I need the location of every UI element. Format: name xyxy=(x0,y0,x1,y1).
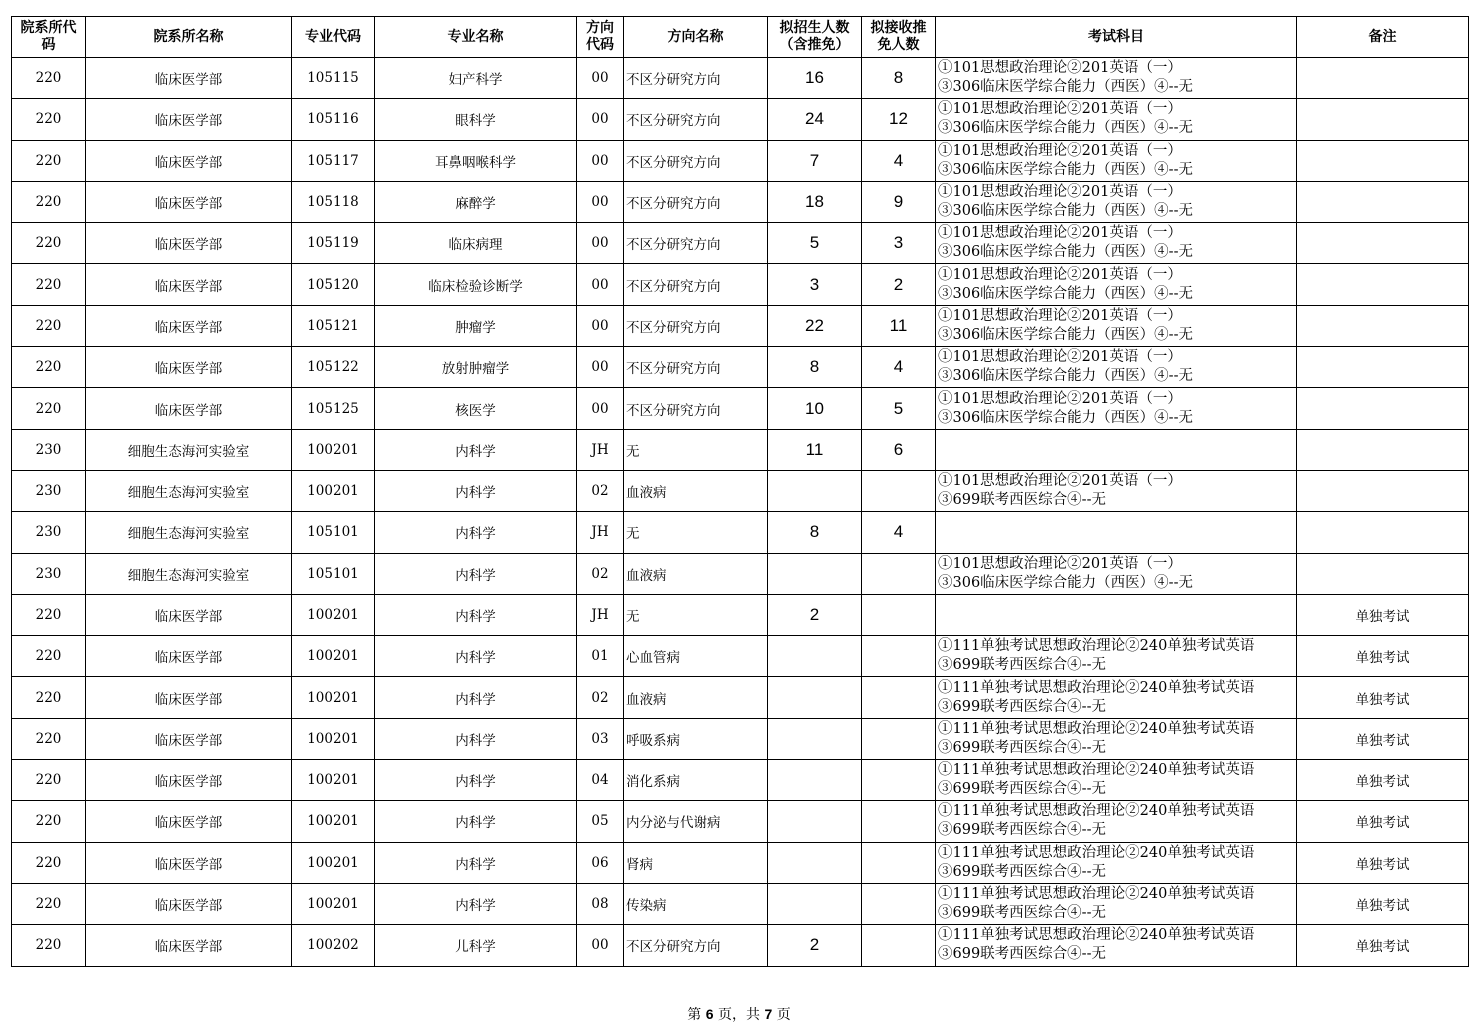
cell-dir-name: 不区分研究方向 xyxy=(624,305,768,346)
exam-line: ①101思想政治理论②201英语（一） xyxy=(938,60,1182,77)
cell-exam xyxy=(936,801,1297,842)
cell-tuimian xyxy=(862,801,936,842)
cell-note: 单独考试 xyxy=(1297,925,1469,966)
cell-major-code: 100201 xyxy=(292,842,375,883)
cell-exam xyxy=(936,553,1297,594)
header-dir-code: 方向代码 xyxy=(577,17,624,58)
cell-dir-name: 不区分研究方向 xyxy=(624,388,768,429)
table-row xyxy=(12,58,1469,99)
footer-prefix: 第 xyxy=(687,1007,702,1023)
table-row xyxy=(12,470,1469,511)
table-row xyxy=(12,553,1469,594)
cell-dept-code: 220 xyxy=(12,99,86,140)
cell-major-name: 眼科学 xyxy=(375,99,577,140)
cell-plan xyxy=(768,842,862,883)
exam-line: ③306临床医学综合能力（西医）④--无 xyxy=(938,326,1193,343)
cell-dir-code: 03 xyxy=(577,718,624,759)
exam-line: ①101思想政治理论②201英语（一） xyxy=(938,390,1182,407)
cell-tuimian xyxy=(862,842,936,883)
table-row xyxy=(12,388,1469,429)
cell-major-code: 105125 xyxy=(292,388,375,429)
cell-dir-code: 04 xyxy=(577,760,624,801)
cell-tuimian: 8 xyxy=(862,58,936,99)
cell-tuimian: 5 xyxy=(862,388,936,429)
cell-dir-code: 06 xyxy=(577,842,624,883)
cell-note: 单独考试 xyxy=(1297,801,1469,842)
cell-note: 单独考试 xyxy=(1297,842,1469,883)
cell-major-name: 内科学 xyxy=(375,677,577,718)
cell-dir-name: 血液病 xyxy=(624,470,768,511)
cell-note: 单独考试 xyxy=(1297,760,1469,801)
exam-line: ③306临床医学综合能力（西医）④--无 xyxy=(938,244,1193,261)
cell-major-name: 内科学 xyxy=(375,553,577,594)
table-row xyxy=(12,677,1469,718)
cell-dept-name: 临床医学部 xyxy=(86,140,292,181)
cell-major-name: 临床病理 xyxy=(375,223,577,264)
cell-plan xyxy=(768,883,862,924)
cell-major-name: 耳鼻咽喉科学 xyxy=(375,140,577,181)
cell-tuimian xyxy=(862,594,936,635)
admissions-table xyxy=(11,16,1469,967)
cell-major-code: 100202 xyxy=(292,925,375,966)
cell-major-name: 妇产科学 xyxy=(375,58,577,99)
exam-line: ③699联考西医综合④--无 xyxy=(938,781,1106,798)
cell-dept-code: 220 xyxy=(12,801,86,842)
cell-dept-name: 临床医学部 xyxy=(86,388,292,429)
cell-dir-name: 不区分研究方向 xyxy=(624,223,768,264)
cell-tuimian: 9 xyxy=(862,181,936,222)
cell-dept-name: 临床医学部 xyxy=(86,925,292,966)
page-footer xyxy=(0,1004,1478,1024)
cell-plan xyxy=(768,636,862,677)
exam-line: ③306临床医学综合能力（西医）④--无 xyxy=(938,79,1193,96)
table-row xyxy=(12,636,1469,677)
cell-dept-code: 220 xyxy=(12,223,86,264)
footer-middle: 页，共 xyxy=(718,1007,760,1023)
cell-dept-name: 临床医学部 xyxy=(86,305,292,346)
header-major-code: 专业代码 xyxy=(292,17,375,58)
cell-plan: 22 xyxy=(768,305,862,346)
header-dept-code: 院系所代码 xyxy=(12,17,86,58)
cell-dept-code: 220 xyxy=(12,677,86,718)
cell-dept-name: 临床医学部 xyxy=(86,99,292,140)
cell-tuimian xyxy=(862,718,936,759)
cell-tuimian: 3 xyxy=(862,223,936,264)
cell-exam xyxy=(936,760,1297,801)
table-row xyxy=(12,223,1469,264)
exam-line: ③699联考西医综合④--无 xyxy=(938,492,1106,509)
cell-note: 单独考试 xyxy=(1297,883,1469,924)
cell-tuimian xyxy=(862,636,936,677)
cell-dir-name: 血液病 xyxy=(624,677,768,718)
cell-dept-code: 220 xyxy=(12,58,86,99)
cell-dept-name: 细胞生态海河实验室 xyxy=(86,553,292,594)
cell-dept-code: 220 xyxy=(12,140,86,181)
exam-line: ①111单独考试思想政治理论②240单独考试英语 xyxy=(938,638,1255,655)
cell-exam xyxy=(936,429,1297,470)
cell-dir-name: 肾病 xyxy=(624,842,768,883)
cell-exam xyxy=(936,140,1297,181)
cell-major-code: 100201 xyxy=(292,594,375,635)
cell-major-name: 内科学 xyxy=(375,718,577,759)
cell-major-code: 105116 xyxy=(292,99,375,140)
cell-dept-code: 220 xyxy=(12,842,86,883)
cell-major-name: 内科学 xyxy=(375,842,577,883)
exam-line: ③306临床医学综合能力（西医）④--无 xyxy=(938,203,1193,220)
cell-major-code: 100201 xyxy=(292,677,375,718)
cell-exam xyxy=(936,223,1297,264)
cell-note: 单独考试 xyxy=(1297,636,1469,677)
cell-dept-name: 临床医学部 xyxy=(86,883,292,924)
cell-exam xyxy=(936,305,1297,346)
cell-plan xyxy=(768,718,862,759)
cell-tuimian xyxy=(862,883,936,924)
cell-tuimian xyxy=(862,925,936,966)
cell-plan: 24 xyxy=(768,99,862,140)
cell-dir-name: 不区分研究方向 xyxy=(624,140,768,181)
cell-dept-code: 220 xyxy=(12,264,86,305)
table-row xyxy=(12,925,1469,966)
exam-line: ③699联考西医综合④--无 xyxy=(938,657,1106,674)
cell-plan xyxy=(768,553,862,594)
cell-note xyxy=(1297,470,1469,511)
cell-dept-name: 临床医学部 xyxy=(86,347,292,388)
cell-major-code: 105119 xyxy=(292,223,375,264)
cell-major-name: 临床检验诊断学 xyxy=(375,264,577,305)
cell-dir-code: JH xyxy=(577,429,624,470)
cell-major-name: 放射肿瘤学 xyxy=(375,347,577,388)
cell-dir-code: 02 xyxy=(577,470,624,511)
table-row xyxy=(12,347,1469,388)
exam-line: ③306临床医学综合能力（西医）④--无 xyxy=(938,285,1193,302)
table-row xyxy=(12,760,1469,801)
cell-dept-code: 230 xyxy=(12,429,86,470)
cell-dept-name: 细胞生态海河实验室 xyxy=(86,429,292,470)
exam-line: ①111单独考试思想政治理论②240单独考试英语 xyxy=(938,927,1255,944)
exam-line: ③699联考西医综合④--无 xyxy=(938,946,1106,963)
cell-dir-name: 不区分研究方向 xyxy=(624,58,768,99)
exam-line: ①101思想政治理论②201英语（一） xyxy=(938,349,1182,366)
cell-plan xyxy=(768,677,862,718)
cell-plan: 8 xyxy=(768,512,862,553)
exam-line: ③306临床医学综合能力（西医）④--无 xyxy=(938,368,1193,385)
cell-dir-code: JH xyxy=(577,594,624,635)
cell-major-code: 100201 xyxy=(292,718,375,759)
cell-tuimian: 11 xyxy=(862,305,936,346)
cell-tuimian: 4 xyxy=(862,140,936,181)
header-dir-name: 方向名称 xyxy=(624,17,768,58)
cell-note xyxy=(1297,181,1469,222)
cell-dept-name: 细胞生态海河实验室 xyxy=(86,470,292,511)
cell-exam xyxy=(936,594,1297,635)
cell-tuimian: 12 xyxy=(862,99,936,140)
cell-dept-code: 220 xyxy=(12,760,86,801)
cell-note xyxy=(1297,140,1469,181)
exam-line: ③306临床医学综合能力（西医）④--无 xyxy=(938,120,1193,137)
cell-note xyxy=(1297,512,1469,553)
cell-dir-code: 05 xyxy=(577,801,624,842)
cell-major-code: 100201 xyxy=(292,429,375,470)
cell-dir-name: 不区分研究方向 xyxy=(624,181,768,222)
cell-plan xyxy=(768,760,862,801)
cell-major-name: 核医学 xyxy=(375,388,577,429)
table-row xyxy=(12,429,1469,470)
cell-dept-name: 临床医学部 xyxy=(86,181,292,222)
exam-line: ①101思想政治理论②201英语（一） xyxy=(938,555,1182,572)
cell-tuimian xyxy=(862,677,936,718)
cell-major-name: 内科学 xyxy=(375,801,577,842)
cell-plan: 11 xyxy=(768,429,862,470)
header-row xyxy=(12,17,1469,58)
cell-dir-code: 01 xyxy=(577,636,624,677)
exam-line: ①111单独考试思想政治理论②240单独考试英语 xyxy=(938,720,1255,737)
exam-line: ③699联考西医综合④--无 xyxy=(938,822,1106,839)
cell-dir-name: 不区分研究方向 xyxy=(624,99,768,140)
exam-line: ①101思想政治理论②201英语（一） xyxy=(938,307,1182,324)
cell-major-code: 105120 xyxy=(292,264,375,305)
cell-tuimian xyxy=(862,553,936,594)
cell-dept-code: 220 xyxy=(12,388,86,429)
cell-note xyxy=(1297,429,1469,470)
cell-dept-code: 220 xyxy=(12,305,86,346)
cell-major-name: 内科学 xyxy=(375,512,577,553)
cell-tuimian: 4 xyxy=(862,512,936,553)
cell-dept-code: 220 xyxy=(12,181,86,222)
cell-major-name: 内科学 xyxy=(375,594,577,635)
exam-line: ③699联考西医综合④--无 xyxy=(938,698,1106,715)
cell-note xyxy=(1297,553,1469,594)
cell-dept-code: 220 xyxy=(12,636,86,677)
cell-tuimian: 6 xyxy=(862,429,936,470)
cell-plan: 3 xyxy=(768,264,862,305)
cell-note: 单独考试 xyxy=(1297,718,1469,759)
header-major-name: 专业名称 xyxy=(375,17,577,58)
cell-major-code: 105101 xyxy=(292,553,375,594)
footer-page-number: 6 xyxy=(705,1006,714,1022)
cell-dept-code: 230 xyxy=(12,553,86,594)
exam-line: ③699联考西医综合④--无 xyxy=(938,863,1106,880)
table-row xyxy=(12,305,1469,346)
exam-line: ①101思想政治理论②201英语（一） xyxy=(938,225,1182,242)
cell-major-name: 内科学 xyxy=(375,470,577,511)
cell-plan: 10 xyxy=(768,388,862,429)
cell-tuimian xyxy=(862,760,936,801)
cell-plan: 18 xyxy=(768,181,862,222)
cell-exam xyxy=(936,718,1297,759)
cell-exam xyxy=(936,883,1297,924)
cell-dept-name: 临床医学部 xyxy=(86,801,292,842)
cell-major-name: 内科学 xyxy=(375,883,577,924)
cell-exam xyxy=(936,636,1297,677)
exam-line: ①111单独考试思想政治理论②240单独考试英语 xyxy=(938,679,1255,696)
table-row xyxy=(12,718,1469,759)
table-row xyxy=(12,140,1469,181)
cell-dir-code: 02 xyxy=(577,553,624,594)
cell-plan: 2 xyxy=(768,925,862,966)
header-dept-name: 院系所名称 xyxy=(86,17,292,58)
cell-dir-name: 血液病 xyxy=(624,553,768,594)
cell-dept-code: 230 xyxy=(12,512,86,553)
exam-line: ①101思想政治理论②201英语（一） xyxy=(938,142,1182,159)
cell-exam xyxy=(936,388,1297,429)
cell-major-code: 100201 xyxy=(292,801,375,842)
cell-dept-code: 220 xyxy=(12,347,86,388)
exam-line: ①101思想政治理论②201英语（一） xyxy=(938,473,1182,490)
cell-dept-name: 细胞生态海河实验室 xyxy=(86,512,292,553)
cell-plan: 8 xyxy=(768,347,862,388)
cell-note xyxy=(1297,347,1469,388)
cell-note xyxy=(1297,58,1469,99)
cell-dept-name: 临床医学部 xyxy=(86,594,292,635)
cell-dir-code: JH xyxy=(577,512,624,553)
cell-dir-code: 00 xyxy=(577,305,624,346)
table-row xyxy=(12,264,1469,305)
header-plan: 拟招生人数（含推免） xyxy=(768,17,862,58)
cell-dir-name: 消化系病 xyxy=(624,760,768,801)
exam-line: ①111单独考试思想政治理论②240单独考试英语 xyxy=(938,803,1255,820)
cell-tuimian: 2 xyxy=(862,264,936,305)
cell-dir-code: 00 xyxy=(577,264,624,305)
cell-dir-code: 00 xyxy=(577,140,624,181)
exam-line: ③699联考西医综合④--无 xyxy=(938,739,1106,756)
exam-line: ①111单独考试思想政治理论②240单独考试英语 xyxy=(938,762,1255,779)
table-row xyxy=(12,512,1469,553)
cell-dir-name: 无 xyxy=(624,594,768,635)
cell-note: 单独考试 xyxy=(1297,594,1469,635)
cell-tuimian xyxy=(862,470,936,511)
cell-dept-code: 220 xyxy=(12,718,86,759)
exam-line: ①111单独考试思想政治理论②240单独考试英语 xyxy=(938,844,1255,861)
exam-line: ③306临床医学综合能力（西医）④--无 xyxy=(938,409,1193,426)
cell-tuimian: 4 xyxy=(862,347,936,388)
cell-dir-code: 02 xyxy=(577,677,624,718)
cell-exam xyxy=(936,264,1297,305)
cell-plan: 5 xyxy=(768,223,862,264)
cell-dir-name: 无 xyxy=(624,429,768,470)
footer-suffix: 页 xyxy=(776,1007,791,1023)
cell-dept-name: 临床医学部 xyxy=(86,677,292,718)
cell-dir-name: 无 xyxy=(624,512,768,553)
header-tuimian: 拟接收推免人数 xyxy=(862,17,936,58)
cell-dir-code: 00 xyxy=(577,388,624,429)
cell-major-code: 105117 xyxy=(292,140,375,181)
exam-line: ①111单独考试思想政治理论②240单独考试英语 xyxy=(938,886,1255,903)
table-row xyxy=(12,99,1469,140)
cell-plan: 2 xyxy=(768,594,862,635)
cell-plan: 7 xyxy=(768,140,862,181)
table-row xyxy=(12,594,1469,635)
cell-note xyxy=(1297,264,1469,305)
exam-line: ①101思想政治理论②201英语（一） xyxy=(938,184,1182,201)
cell-major-name: 麻醉学 xyxy=(375,181,577,222)
cell-plan xyxy=(768,801,862,842)
cell-major-code: 105122 xyxy=(292,347,375,388)
cell-dir-name: 呼吸系病 xyxy=(624,718,768,759)
cell-dept-code: 220 xyxy=(12,883,86,924)
cell-dir-name: 传染病 xyxy=(624,883,768,924)
cell-dir-code: 00 xyxy=(577,347,624,388)
exam-line: ③306临床医学综合能力（西医）④--无 xyxy=(938,574,1193,591)
cell-major-code: 105115 xyxy=(292,58,375,99)
cell-exam xyxy=(936,512,1297,553)
cell-major-name: 内科学 xyxy=(375,760,577,801)
cell-exam xyxy=(936,470,1297,511)
cell-dir-code: 00 xyxy=(577,99,624,140)
exam-line: ①101思想政治理论②201英语（一） xyxy=(938,266,1182,283)
cell-note xyxy=(1297,388,1469,429)
cell-exam xyxy=(936,925,1297,966)
cell-major-code: 100201 xyxy=(292,760,375,801)
cell-dept-name: 临床医学部 xyxy=(86,636,292,677)
cell-dir-name: 不区分研究方向 xyxy=(624,925,768,966)
cell-major-code: 100201 xyxy=(292,470,375,511)
header-note: 备注 xyxy=(1297,17,1469,58)
cell-major-name: 肿瘤学 xyxy=(375,305,577,346)
cell-dir-code: 00 xyxy=(577,58,624,99)
cell-note xyxy=(1297,99,1469,140)
cell-dept-code: 220 xyxy=(12,594,86,635)
cell-dir-name: 不区分研究方向 xyxy=(624,264,768,305)
footer-total-pages: 7 xyxy=(764,1006,773,1022)
cell-dir-code: 08 xyxy=(577,883,624,924)
cell-dir-name: 内分泌与代谢病 xyxy=(624,801,768,842)
cell-dept-name: 临床医学部 xyxy=(86,760,292,801)
cell-major-code: 105121 xyxy=(292,305,375,346)
cell-dir-name: 不区分研究方向 xyxy=(624,347,768,388)
cell-dept-name: 临床医学部 xyxy=(86,58,292,99)
cell-note xyxy=(1297,223,1469,264)
cell-dept-code: 220 xyxy=(12,925,86,966)
cell-exam xyxy=(936,677,1297,718)
cell-note: 单独考试 xyxy=(1297,677,1469,718)
cell-major-code: 105101 xyxy=(292,512,375,553)
cell-plan xyxy=(768,470,862,511)
cell-dept-name: 临床医学部 xyxy=(86,264,292,305)
cell-exam xyxy=(936,181,1297,222)
cell-major-code: 100201 xyxy=(292,883,375,924)
cell-exam xyxy=(936,347,1297,388)
cell-dept-code: 230 xyxy=(12,470,86,511)
cell-major-code: 105118 xyxy=(292,181,375,222)
cell-major-name: 内科学 xyxy=(375,636,577,677)
cell-dept-name: 临床医学部 xyxy=(86,223,292,264)
cell-exam xyxy=(936,842,1297,883)
cell-exam xyxy=(936,99,1297,140)
table-row xyxy=(12,842,1469,883)
exam-line: ③306临床医学综合能力（西医）④--无 xyxy=(938,161,1193,178)
cell-dept-name: 临床医学部 xyxy=(86,842,292,883)
exam-line: ③699联考西医综合④--无 xyxy=(938,905,1106,922)
cell-exam xyxy=(936,58,1297,99)
header-exam: 考试科目 xyxy=(936,17,1297,58)
cell-major-code: 100201 xyxy=(292,636,375,677)
cell-dir-code: 00 xyxy=(577,223,624,264)
table-row xyxy=(12,181,1469,222)
cell-dept-name: 临床医学部 xyxy=(86,718,292,759)
cell-dir-name: 心血管病 xyxy=(624,636,768,677)
cell-major-name: 儿科学 xyxy=(375,925,577,966)
cell-plan: 16 xyxy=(768,58,862,99)
cell-note xyxy=(1297,305,1469,346)
cell-major-name: 内科学 xyxy=(375,429,577,470)
table-row xyxy=(12,883,1469,924)
cell-dir-code: 00 xyxy=(577,925,624,966)
cell-dir-code: 00 xyxy=(577,181,624,222)
table-row xyxy=(12,801,1469,842)
exam-line: ①101思想政治理论②201英语（一） xyxy=(938,101,1182,118)
